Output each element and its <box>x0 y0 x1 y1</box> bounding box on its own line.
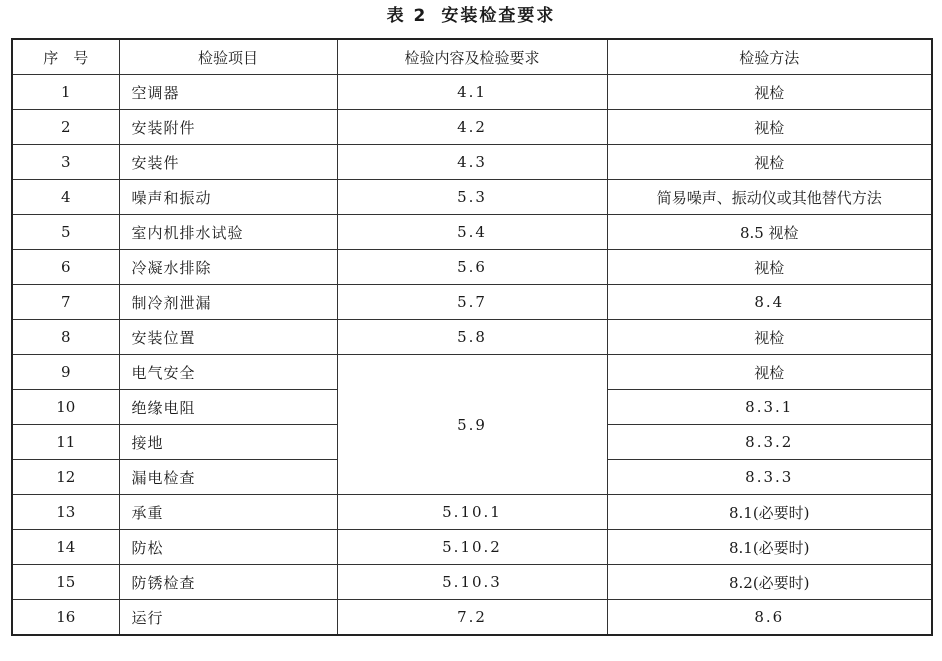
cell-item: 承重 <box>119 495 337 530</box>
cell-requirement: 7.2 <box>337 600 607 636</box>
header-inspection-method: 检验方法 <box>607 39 932 75</box>
cell-requirement: 5.3 <box>337 180 607 215</box>
table-caption <box>0 4 942 28</box>
cell-requirement-merged: 5.9 <box>337 355 607 495</box>
cell-method: 8.4 <box>607 285 932 320</box>
cell-method: 8.1(必要时) <box>607 495 932 530</box>
cell-serial-number: 11 <box>12 425 119 460</box>
table-row <box>12 530 932 565</box>
cell-item: 安装附件 <box>119 110 337 145</box>
cell-requirement: 5.10.3 <box>337 565 607 600</box>
cell-item: 接地 <box>119 425 337 460</box>
cell-method: 视检 <box>607 250 932 285</box>
cell-serial-number: 5 <box>12 215 119 250</box>
header-inspection-item: 检验项目 <box>119 39 337 75</box>
cell-method: 8.3.1 <box>607 390 932 425</box>
cell-method: 8.3.2 <box>607 425 932 460</box>
cell-serial-number: 12 <box>12 460 119 495</box>
cell-requirement: 5.6 <box>337 250 607 285</box>
cell-method: 简易噪声、振动仪或其他替代方法 <box>607 180 932 215</box>
header-row <box>12 39 932 75</box>
cell-item: 漏电检查 <box>119 460 337 495</box>
cell-method: 视检 <box>607 320 932 355</box>
table-row <box>12 355 932 390</box>
cell-item: 安装件 <box>119 145 337 180</box>
cell-item: 电气安全 <box>119 355 337 390</box>
cell-serial-number: 4 <box>12 180 119 215</box>
cell-serial-number: 14 <box>12 530 119 565</box>
inspection-table <box>11 38 933 636</box>
cell-item: 运行 <box>119 600 337 636</box>
cell-method: 8.6 <box>607 600 932 636</box>
cell-serial-number: 16 <box>12 600 119 636</box>
cell-method: 视检 <box>607 75 932 110</box>
header-serial-number: 序 号 <box>12 39 119 75</box>
cell-serial-number: 9 <box>12 355 119 390</box>
cell-requirement: 5.4 <box>337 215 607 250</box>
cell-method: 视检 <box>607 110 932 145</box>
table-number: 表 2 <box>386 6 428 26</box>
table-row <box>12 180 932 215</box>
cell-requirement: 5.10.1 <box>337 495 607 530</box>
table-row <box>12 565 932 600</box>
table-row <box>12 145 932 180</box>
cell-method: 视检 <box>607 355 932 390</box>
cell-method: 8.1(必要时) <box>607 530 932 565</box>
cell-method: 8.3.3 <box>607 460 932 495</box>
table-title: 安装检查要求 <box>441 6 556 26</box>
table-row <box>12 75 932 110</box>
cell-serial-number: 7 <box>12 285 119 320</box>
cell-serial-number: 3 <box>12 145 119 180</box>
cell-item: 空调器 <box>119 75 337 110</box>
table-row <box>12 215 932 250</box>
table-row <box>12 250 932 285</box>
cell-requirement: 4.1 <box>337 75 607 110</box>
cell-method: 视检 <box>607 145 932 180</box>
cell-method: 8.5 视检 <box>607 215 932 250</box>
cell-requirement: 4.3 <box>337 145 607 180</box>
table-row <box>12 285 932 320</box>
cell-serial-number: 13 <box>12 495 119 530</box>
cell-item: 室内机排水试验 <box>119 215 337 250</box>
cell-item: 防松 <box>119 530 337 565</box>
cell-item: 冷凝水排除 <box>119 250 337 285</box>
cell-requirement: 4.2 <box>337 110 607 145</box>
table-row <box>12 600 932 636</box>
table-row <box>12 495 932 530</box>
table-row <box>12 320 932 355</box>
table-row <box>12 110 932 145</box>
cell-item: 防锈检查 <box>119 565 337 600</box>
cell-serial-number: 2 <box>12 110 119 145</box>
cell-item: 噪声和振动 <box>119 180 337 215</box>
cell-serial-number: 1 <box>12 75 119 110</box>
cell-serial-number: 8 <box>12 320 119 355</box>
cell-serial-number: 15 <box>12 565 119 600</box>
cell-serial-number: 6 <box>12 250 119 285</box>
cell-requirement: 5.10.2 <box>337 530 607 565</box>
cell-item: 制冷剂泄漏 <box>119 285 337 320</box>
cell-method: 8.2(必要时) <box>607 565 932 600</box>
cell-item: 安装位置 <box>119 320 337 355</box>
cell-serial-number: 10 <box>12 390 119 425</box>
header-inspection-requirement: 检验内容及检验要求 <box>337 39 607 75</box>
cell-item: 绝缘电阻 <box>119 390 337 425</box>
cell-requirement: 5.8 <box>337 320 607 355</box>
cell-requirement: 5.7 <box>337 285 607 320</box>
